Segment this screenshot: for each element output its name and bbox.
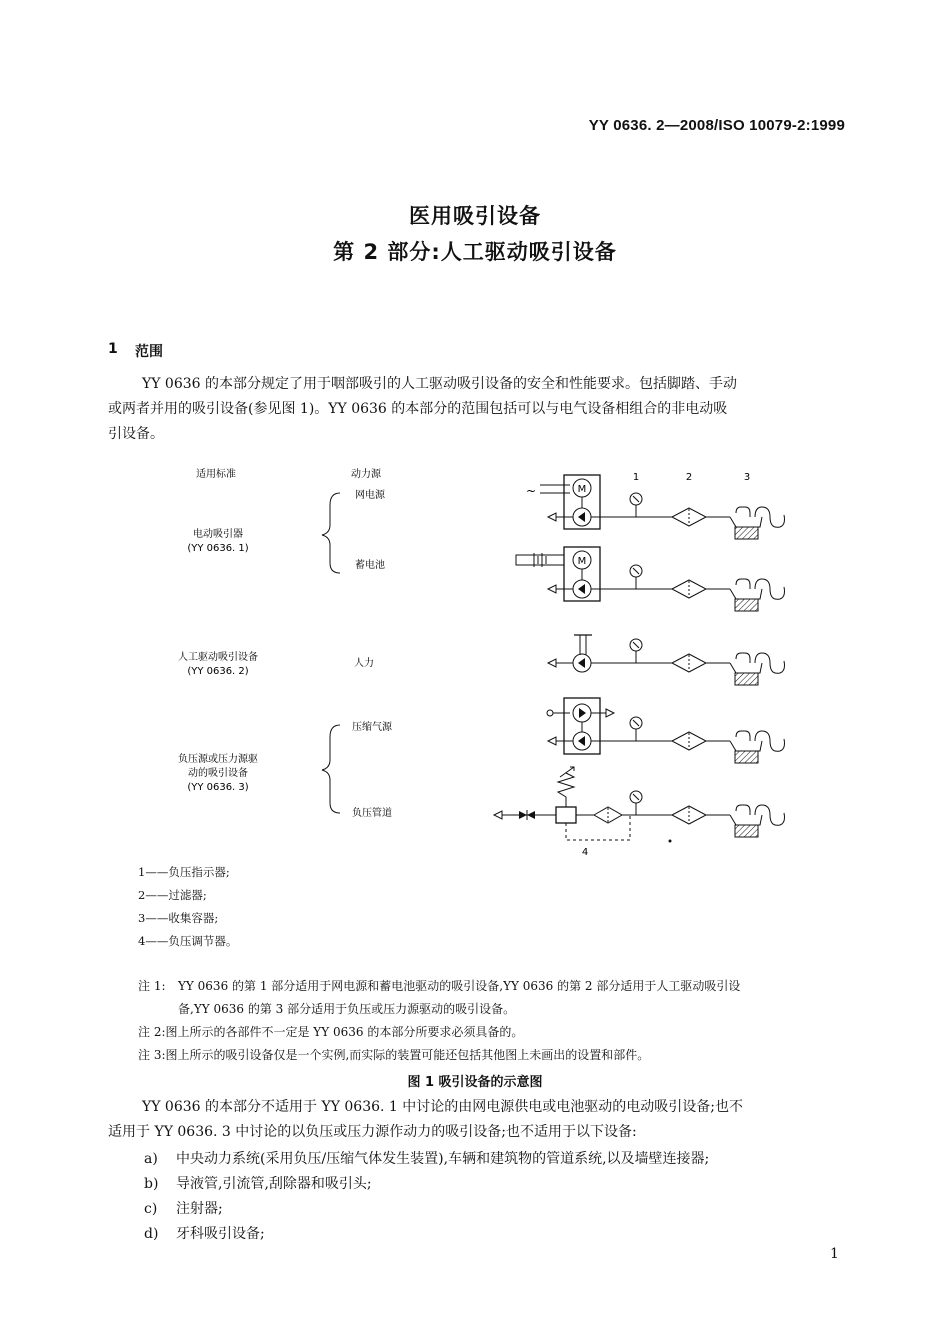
list-item-text: 注射器; — [176, 1201, 223, 1217]
standard-number: YY 0636. 2—2008/ISO 10079-2:1999 — [588, 117, 845, 134]
vacuum-suction-label-1: 负压源或压力源驱 — [178, 754, 258, 765]
list-item-mark: d) — [144, 1226, 159, 1242]
scope-line-1: YY 0636 的本部分规定了用于咽部吸引的人工驱动吸引设备的安全和性能要求。包括脚踏、手动 — [142, 376, 738, 392]
note-1 — [138, 976, 850, 996]
manual-suction-label: 人工驱动吸引设备 — [178, 652, 258, 663]
list-item-mark: b) — [144, 1176, 159, 1192]
motor-label: M — [577, 484, 587, 495]
compressed-gas-label: 压缩气源 — [352, 722, 392, 733]
brace-vacuum — [322, 725, 340, 813]
list-item-text: 中央动力系统(采用负压/压缩气体发生装置),车辆和建筑物的管道系统,以及墙壁连接器; — [176, 1151, 710, 1167]
document-subtitle: 第 2 部分:人工驱动吸引设备 — [333, 240, 617, 264]
legend-item-4: 4——负压调节器。 — [138, 934, 238, 948]
note-3: 注 3:图上所示的吸引设备仅是一个实例,而实际的装置可能还包括其他图上未画出的设置和部件。 — [138, 1048, 650, 1062]
manpower-label: 人力 — [354, 658, 374, 669]
legend-item-2: 2——过滤器; — [138, 888, 207, 902]
electric-suction-std: (YY 0636. 1) — [187, 543, 249, 554]
legend-item-1: 1——负压指示器; — [138, 865, 230, 879]
brace-electric — [322, 493, 340, 573]
manual-suction-std: (YY 0636. 2) — [187, 666, 249, 677]
component-number-4: 4 — [581, 847, 589, 858]
vacuum-pipe-label: 负压管道 — [352, 808, 392, 819]
col-power-label: 动力源 — [351, 469, 381, 480]
figure-caption: 图 1 吸引设备的示意图 — [407, 1075, 543, 1090]
vacuum-suction-label-2: 动的吸引设备 — [188, 768, 248, 779]
scope-paragraph — [108, 372, 848, 447]
list-item-text: 导液管,引流管,刮除器和吸引头; — [176, 1176, 372, 1192]
battery-label: 蓄电池 — [355, 560, 385, 571]
electric-suction-label: 电动吸引器 — [193, 529, 243, 540]
row-compressed-gas — [547, 698, 785, 763]
scope-line-2: 或两者并用的吸引设备(参见图 1)。YY 0636 的本部分的范围包括可以与电气设备相组合的非电动吸 — [108, 401, 728, 417]
motor-label-2: M — [577, 556, 587, 567]
mains-label: 网电源 — [355, 490, 385, 501]
exclusion-line-2: 适用于 YY 0636. 3 中讨论的以负压或压力源作动力的吸引设备;也不适用于以下设备: — [108, 1124, 637, 1140]
suction-equipment-diagram — [0, 455, 950, 865]
row-battery-electric — [516, 547, 785, 611]
list-item-mark: a) — [144, 1151, 158, 1167]
row-manual — [548, 635, 785, 685]
ac-symbol: ~ — [526, 484, 537, 498]
list-item-mark: c) — [144, 1201, 158, 1217]
list-item — [144, 1223, 265, 1243]
component-number-2: 2 — [685, 472, 693, 483]
row-vacuum-pipeline — [494, 767, 785, 843]
scope-line-3: 引设备。 — [108, 426, 164, 442]
list-item — [144, 1148, 709, 1168]
list-item — [144, 1173, 372, 1193]
list-item — [144, 1198, 223, 1218]
exclusion-line-1: YY 0636 的本部分不适用于 YY 0636. 1 中讨论的由网电源供电或电池驱动的电动吸引设备;也不 — [142, 1099, 743, 1115]
component-number-1: 1 — [632, 472, 640, 483]
list-item-text: 牙科吸引设备; — [176, 1226, 265, 1242]
exclusion-paragraph — [108, 1095, 848, 1145]
note-1-line-1: YY 0636 的第 1 部分适用于网电源和蓄电池驱动的吸引设备,YY 0636 的第 2 部分适用于人工驱动吸引设 — [178, 979, 741, 993]
row-mains-electric — [526, 475, 785, 539]
section-number: 1 — [108, 341, 118, 357]
legend-item-3: 3——收集容器; — [138, 911, 219, 925]
page-number: 1 — [830, 1246, 839, 1262]
note-1-line-2: 备,YY 0636 的第 3 部分适用于负压或压力源驱动的吸引设备。 — [178, 1002, 516, 1016]
document-title: 医用吸引设备 — [409, 204, 541, 228]
component-number-3: 3 — [743, 472, 751, 483]
col-standard-label: 适用标准 — [196, 469, 236, 480]
note-2: 注 2:图上所示的各部件不一定是 YY 0636 的本部分所要求必须具备的。 — [138, 1025, 524, 1039]
note-1-label: 注 1: — [138, 979, 166, 993]
section-title: 范围 — [135, 344, 163, 360]
vacuum-suction-std: (YY 0636. 3) — [187, 782, 249, 793]
